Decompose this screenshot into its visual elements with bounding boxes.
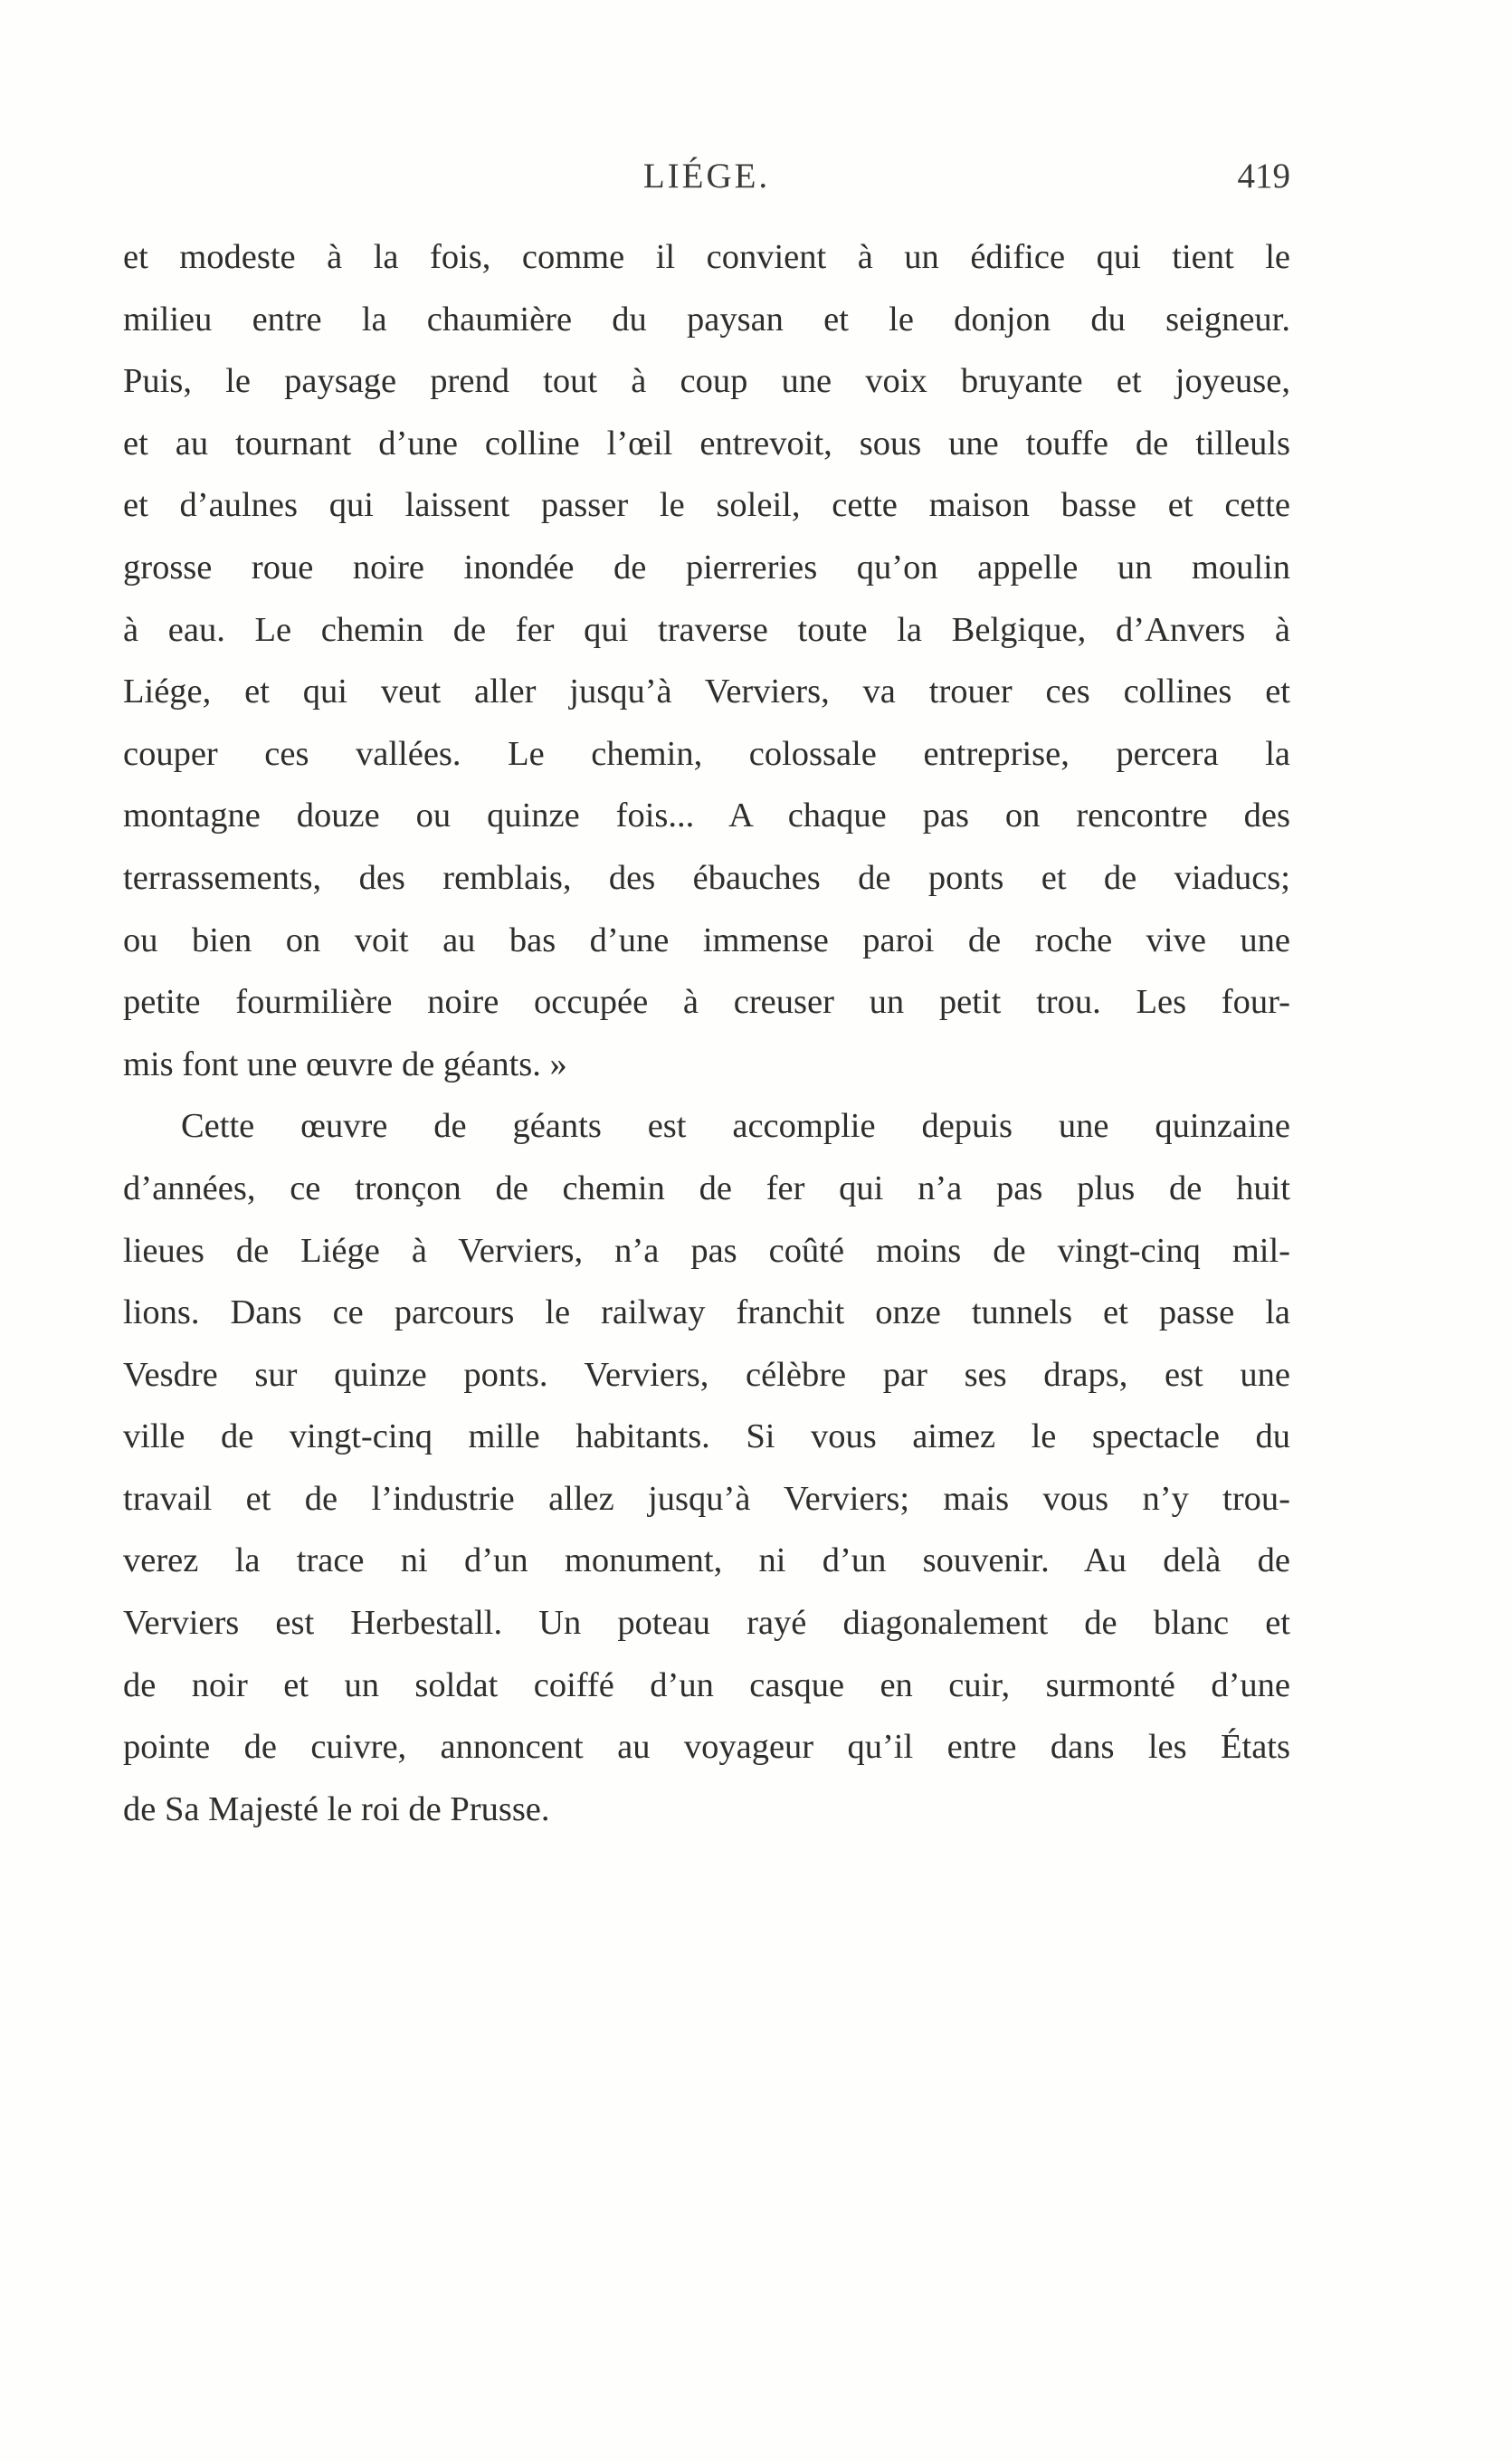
text-line: terrassements, des remblais, des ébauches de ponts et de viaducs; [123, 858, 1290, 897]
text-line: Liége, et qui veut aller jusqu’à Verviers, va trouer ces collines et [123, 672, 1290, 711]
text-line: et d’aulnes qui laissent passer le soleil, cette maison basse et cette [123, 486, 1290, 525]
text-line: ou bien on voit au bas d’une immense paroi de roche vive une [123, 920, 1290, 959]
text-line: de Sa Majesté le roi de Prusse. [123, 1789, 550, 1828]
text-line: de noir et un soldat coiffé d’un casque en cuir, surmonté d’une [123, 1665, 1290, 1704]
text-line: Puis, le paysage prend tout à coup une voix bruyante et joyeuse, [123, 362, 1290, 401]
text-line: Vesdre sur quinze ponts. Verviers, célèbre par ses draps, est une [123, 1355, 1290, 1394]
page-number: 419 [1237, 157, 1290, 196]
body-text [123, 226, 1290, 1840]
text-line: à eau. Le chemin de fer qui traverse toute la Belgique, d’Anvers à [123, 610, 1290, 649]
text-line: couper ces vallées. Le chemin, colossale entreprise, percera la [123, 734, 1290, 773]
text-line: milieu entre la chaumière du paysan et le donjon du seigneur. [123, 300, 1290, 339]
text-line: d’années, ce tronçon de chemin de fer qui n’a pas plus de huit [123, 1168, 1290, 1207]
text-line: lions. Dans ce parcours le railway franchit onze tunnels et passe la [123, 1293, 1290, 1332]
running-title: LIÉGE. [642, 157, 771, 196]
text-line: Verviers est Herbestall. Un poteau rayé diagonalement de blanc et [123, 1604, 1290, 1643]
running-head [123, 156, 1290, 206]
text-line: verez la trace ni d’un monument, ni d’un souvenir. Au delà de [123, 1541, 1290, 1580]
text-line: montagne douze ou quinze fois... A chaque pas on rencontre des [123, 796, 1290, 835]
text-line: travail et de l’industrie allez jusqu’à Verviers; mais vous n’y trou- [123, 1479, 1290, 1518]
text-line: et modeste à la fois, comme il convient à un édifice qui tient le [123, 238, 1290, 276]
paragraph-start-line: Cette œuvre de géants est accomplie depuis une quinzaine [181, 1107, 1290, 1146]
text-line: petite fourmilière noire occupée à creuser un petit trou. Les four- [123, 983, 1290, 1022]
text-line: pointe de cuivre, annoncent au voyageur qu’il entre dans les États [123, 1728, 1290, 1767]
text-line: ville de vingt-cinq mille habitants. Si vous aimez le spectacle du [123, 1417, 1290, 1456]
text-line: grosse roue noire inondée de pierreries qu’on appelle un moulin [123, 548, 1290, 587]
text-line: et au tournant d’une colline l’œil entrevoit, sous une touffe de tilleuls [123, 424, 1290, 463]
text-line: mis font une œuvre de géants. » [123, 1044, 567, 1083]
text-line: lieues de Liége à Verviers, n’a pas coûté moins de vingt-cinq mil- [123, 1231, 1290, 1270]
